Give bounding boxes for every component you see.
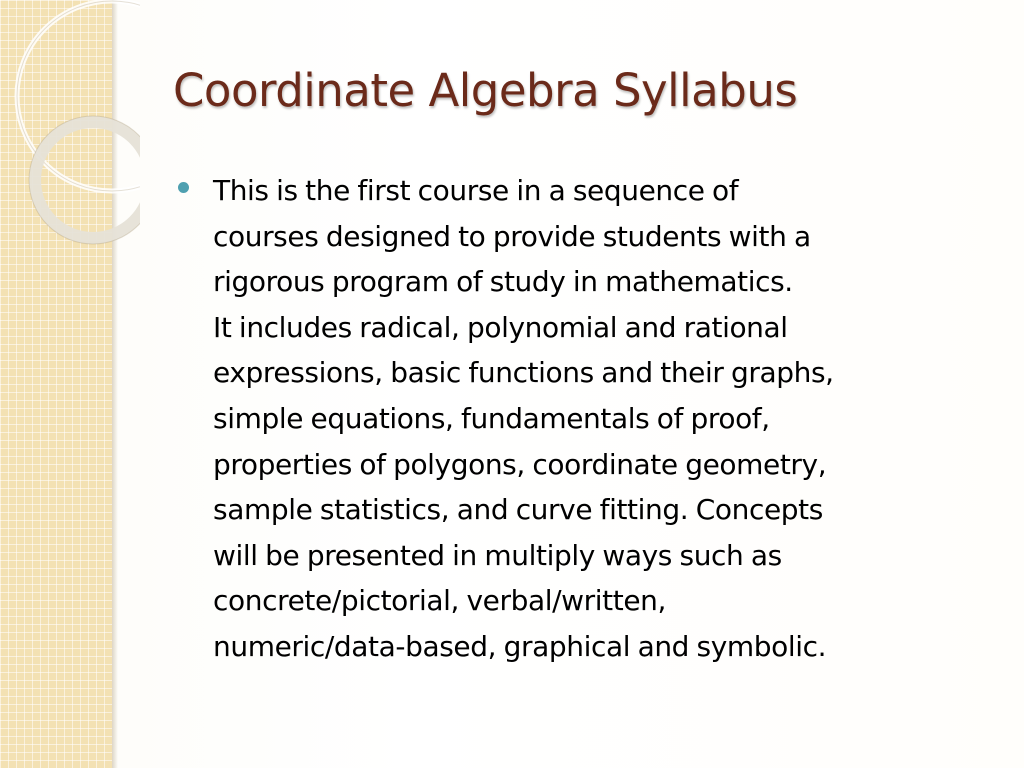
bullet-line: will be presented in multiply ways such as [213, 538, 782, 572]
bullet-icon [178, 182, 189, 193]
bullet-line: properties of polygons, coordinate geometry, [213, 447, 827, 481]
bullet-line: rigorous program of study in mathematics. [213, 265, 793, 299]
bullet-line: simple equations, fundamentals of proof, [213, 401, 770, 435]
bullet-line: concrete/pictorial, verbal/written, [213, 584, 666, 618]
slide-body [178, 168, 993, 670]
decorative-ring-small [35, 122, 140, 238]
bullet-item [178, 168, 993, 670]
bullet-line: This is the first course in a sequence of [213, 174, 739, 207]
slide-title: Coordinate Algebra Syllabus [173, 64, 798, 117]
bullet-line: expressions, basic functions and their graphs, [213, 356, 834, 390]
bullet-line: It includes radical, polynomial and rational [213, 310, 788, 344]
bullet-line: courses designed to provide students with a [213, 219, 811, 253]
bullet-line: sample statistics, and curve fitting. Concepts [213, 493, 823, 527]
decorative-rings [0, 0, 140, 260]
bullet-text [213, 168, 993, 670]
bullet-line: numeric/data-based, graphical and symbolic. [213, 629, 827, 663]
